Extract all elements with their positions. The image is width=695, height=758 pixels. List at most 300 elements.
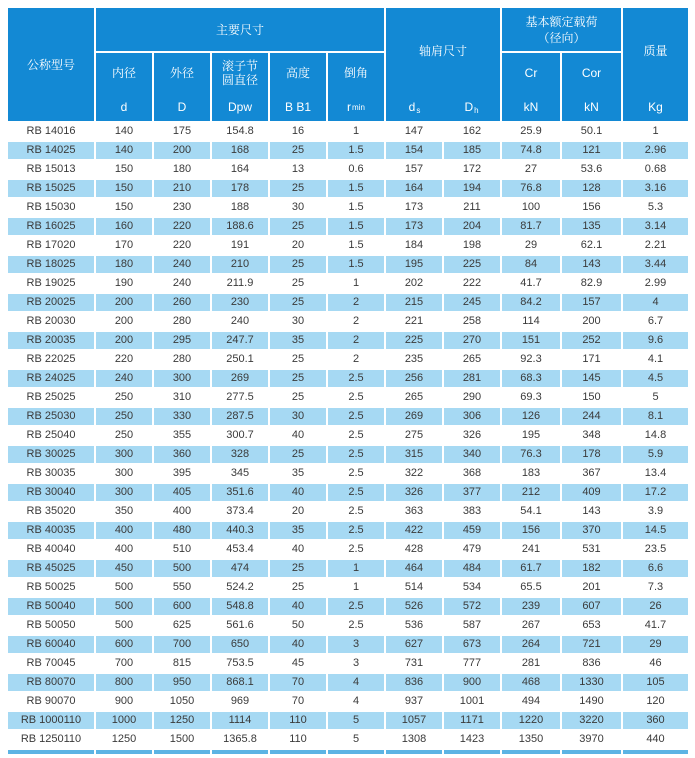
value-cell: 367 xyxy=(562,465,621,482)
value-cell: 1365.8 xyxy=(212,731,268,748)
value-cell: 300 xyxy=(96,446,152,463)
value-cell: 156 xyxy=(562,199,621,216)
value-cell: 440 xyxy=(623,731,688,748)
model-cell: RB 20035 xyxy=(8,332,94,349)
col-header-cr: Cr kN xyxy=(502,53,560,121)
value-cell: 500 xyxy=(96,579,152,596)
value-cell: 4.5 xyxy=(623,370,688,387)
value-cell: 3 xyxy=(328,655,384,672)
value-cell: 464 xyxy=(386,560,442,577)
value-cell: 300 xyxy=(96,484,152,501)
value-cell: 1308 xyxy=(386,731,442,748)
value-cell: 40 xyxy=(270,598,326,615)
value-cell: 2.5 xyxy=(328,427,384,444)
value-cell: 269 xyxy=(386,408,442,425)
value-cell: 14.8 xyxy=(623,427,688,444)
value-cell: 1.5 xyxy=(328,218,384,235)
col-header-pitch-diameter: 滚子节 圆直径 Dpw xyxy=(212,53,268,121)
value-cell: 180 xyxy=(154,161,210,178)
value-cell: 50 xyxy=(270,617,326,634)
model-cell: RB 17020 xyxy=(8,237,94,254)
value-cell: 157 xyxy=(386,161,442,178)
model-cell: RB 30040 xyxy=(8,484,94,501)
value-cell: 6.6 xyxy=(623,560,688,577)
mass-unit: Kg xyxy=(648,100,663,114)
value-cell: 240 xyxy=(212,313,268,330)
value-cell: 157 xyxy=(562,294,621,311)
value-cell: 25 xyxy=(270,370,326,387)
value-cell: 405 xyxy=(154,484,210,501)
value-cell: 172 xyxy=(444,161,500,178)
value-cell: 265 xyxy=(444,351,500,368)
value-cell: 16 xyxy=(270,123,326,140)
value-cell: 25 xyxy=(270,256,326,273)
value-cell: 200 xyxy=(96,294,152,311)
value-cell: 2.5 xyxy=(328,370,384,387)
value-cell: 154 xyxy=(386,142,442,159)
value-cell: 200 xyxy=(562,313,621,330)
cutoff-row-cell xyxy=(562,750,621,754)
value-cell: 561.6 xyxy=(212,617,268,634)
value-cell: 194 xyxy=(444,180,500,197)
value-cell: 815 xyxy=(154,655,210,672)
value-cell: 1 xyxy=(623,123,688,140)
value-cell: 178 xyxy=(562,446,621,463)
value-cell: 13.4 xyxy=(623,465,688,482)
value-cell: 212 xyxy=(502,484,560,501)
model-cell: RB 20025 xyxy=(8,294,94,311)
value-cell: 171 xyxy=(562,351,621,368)
value-cell: 25 xyxy=(270,560,326,577)
value-cell: 4 xyxy=(328,693,384,710)
value-cell: 225 xyxy=(386,332,442,349)
value-cell: 230 xyxy=(212,294,268,311)
model-cell: RB 30025 xyxy=(8,446,94,463)
value-cell: 164 xyxy=(212,161,268,178)
value-cell: 68.3 xyxy=(502,370,560,387)
value-cell: 280 xyxy=(154,313,210,330)
value-cell: 2 xyxy=(328,313,384,330)
value-cell: 937 xyxy=(386,693,442,710)
value-cell: 731 xyxy=(386,655,442,672)
value-cell: 70 xyxy=(270,693,326,710)
value-cell: 2.5 xyxy=(328,617,384,634)
value-cell: 428 xyxy=(386,541,442,558)
value-cell: 13 xyxy=(270,161,326,178)
model-cell: RB 14016 xyxy=(8,123,94,140)
value-cell: 328 xyxy=(212,446,268,463)
value-cell: 3.16 xyxy=(623,180,688,197)
value-cell: 534 xyxy=(444,579,500,596)
value-cell: 14.5 xyxy=(623,522,688,539)
value-cell: 360 xyxy=(154,446,210,463)
value-cell: 368 xyxy=(444,465,500,482)
value-cell: 110 xyxy=(270,731,326,748)
col-header-cor: Cor kN xyxy=(562,53,621,121)
value-cell: 1250 xyxy=(96,731,152,748)
value-cell: 2.96 xyxy=(623,142,688,159)
value-cell: 363 xyxy=(386,503,442,520)
value-cell: 25 xyxy=(270,294,326,311)
value-cell: 474 xyxy=(212,560,268,577)
value-cell: 105 xyxy=(623,674,688,691)
value-cell: 500 xyxy=(96,617,152,634)
model-cell: RB 24025 xyxy=(8,370,94,387)
value-cell: 1 xyxy=(328,560,384,577)
value-cell: 1 xyxy=(328,123,384,140)
value-cell: 572 xyxy=(444,598,500,615)
value-cell: 211 xyxy=(444,199,500,216)
value-cell: 275 xyxy=(386,427,442,444)
model-cell: RB 20030 xyxy=(8,313,94,330)
value-cell: 5.3 xyxy=(623,199,688,216)
value-cell: 526 xyxy=(386,598,442,615)
value-cell: 1330 xyxy=(562,674,621,691)
value-cell: 277.5 xyxy=(212,389,268,406)
value-cell: 5.9 xyxy=(623,446,688,463)
value-cell: 9.6 xyxy=(623,332,688,349)
model-cell: RB 15013 xyxy=(8,161,94,178)
value-cell: 46 xyxy=(623,655,688,672)
value-cell: 240 xyxy=(154,256,210,273)
value-cell: 1490 xyxy=(562,693,621,710)
value-cell: 836 xyxy=(562,655,621,672)
model-cell: RB 50040 xyxy=(8,598,94,615)
value-cell: 69.3 xyxy=(502,389,560,406)
value-cell: 145 xyxy=(562,370,621,387)
value-cell: 1001 xyxy=(444,693,500,710)
value-cell: 281 xyxy=(444,370,500,387)
value-cell: 2.5 xyxy=(328,503,384,520)
value-cell: 2.5 xyxy=(328,522,384,539)
value-cell: 3.14 xyxy=(623,218,688,235)
value-cell: 184 xyxy=(386,237,442,254)
value-cell: 510 xyxy=(154,541,210,558)
value-cell: 287.5 xyxy=(212,408,268,425)
model-cell: RB 40040 xyxy=(8,541,94,558)
cutoff-row-cell xyxy=(270,750,326,754)
value-cell: 182 xyxy=(562,560,621,577)
value-cell: 27 xyxy=(502,161,560,178)
value-cell: 225 xyxy=(444,256,500,273)
value-cell: 1114 xyxy=(212,712,268,729)
value-cell: 84.2 xyxy=(502,294,560,311)
value-cell: 6.7 xyxy=(623,313,688,330)
value-cell: 548.8 xyxy=(212,598,268,615)
value-cell: 355 xyxy=(154,427,210,444)
value-cell: 170 xyxy=(96,237,152,254)
value-cell: 23.5 xyxy=(623,541,688,558)
value-cell: 35 xyxy=(270,522,326,539)
value-cell: 2.5 xyxy=(328,598,384,615)
shoulder-dh-symbol: $D_h$ xyxy=(464,99,479,115)
value-cell: 147 xyxy=(386,123,442,140)
value-cell: 2 xyxy=(328,332,384,349)
value-cell: 969 xyxy=(212,693,268,710)
value-cell: 400 xyxy=(96,522,152,539)
value-cell: 400 xyxy=(96,541,152,558)
value-cell: 1.5 xyxy=(328,142,384,159)
value-cell: 264 xyxy=(502,636,560,653)
value-cell: 154.8 xyxy=(212,123,268,140)
value-cell: 185 xyxy=(444,142,500,159)
value-cell: 340 xyxy=(444,446,500,463)
value-cell: 1057 xyxy=(386,712,442,729)
value-cell: 2 xyxy=(328,294,384,311)
value-cell: 1000 xyxy=(96,712,152,729)
value-cell: 383 xyxy=(444,503,500,520)
value-cell: 300.7 xyxy=(212,427,268,444)
value-cell: 2.5 xyxy=(328,541,384,558)
cutoff-row-cell xyxy=(623,750,688,754)
model-cell: RB 25040 xyxy=(8,427,94,444)
cutoff-row-cell xyxy=(502,750,560,754)
value-cell: 62.1 xyxy=(562,237,621,254)
model-cell: RB 90070 xyxy=(8,693,94,710)
value-cell: 200 xyxy=(96,332,152,349)
value-cell: 395 xyxy=(154,465,210,482)
value-cell: 256 xyxy=(386,370,442,387)
model-cell: RB 16025 xyxy=(8,218,94,235)
value-cell: 164 xyxy=(386,180,442,197)
value-cell: 241 xyxy=(502,541,560,558)
value-cell: 120 xyxy=(623,693,688,710)
value-cell: 76.8 xyxy=(502,180,560,197)
value-cell: 70 xyxy=(270,674,326,691)
value-cell: 250 xyxy=(96,427,152,444)
value-cell: 1.5 xyxy=(328,256,384,273)
value-cell: 173 xyxy=(386,218,442,235)
value-cell: 1250 xyxy=(154,712,210,729)
value-cell: 7.3 xyxy=(623,579,688,596)
value-cell: 40 xyxy=(270,636,326,653)
value-cell: 600 xyxy=(154,598,210,615)
value-cell: 150 xyxy=(96,161,152,178)
value-cell: 150 xyxy=(96,199,152,216)
value-cell: 480 xyxy=(154,522,210,539)
value-cell: 65.5 xyxy=(502,579,560,596)
value-cell: 74.8 xyxy=(502,142,560,159)
value-cell: 26 xyxy=(623,598,688,615)
value-cell: 35 xyxy=(270,332,326,349)
value-cell: 235 xyxy=(386,351,442,368)
value-cell: 351.6 xyxy=(212,484,268,501)
value-cell: 587 xyxy=(444,617,500,634)
value-cell: 0.6 xyxy=(328,161,384,178)
value-cell: 201 xyxy=(562,579,621,596)
value-cell: 440.3 xyxy=(212,522,268,539)
value-cell: 183 xyxy=(502,465,560,482)
value-cell: 653 xyxy=(562,617,621,634)
value-cell: 409 xyxy=(562,484,621,501)
value-cell: 25 xyxy=(270,180,326,197)
value-cell: 121 xyxy=(562,142,621,159)
col-header-mass xyxy=(623,8,688,121)
value-cell: 269 xyxy=(212,370,268,387)
value-cell: 2 xyxy=(328,351,384,368)
model-cell: RB 50025 xyxy=(8,579,94,596)
value-cell: 162 xyxy=(444,123,500,140)
model-cell: RB 35020 xyxy=(8,503,94,520)
value-cell: 244 xyxy=(562,408,621,425)
value-cell: 5 xyxy=(328,712,384,729)
value-cell: 25 xyxy=(270,579,326,596)
value-cell: 5 xyxy=(328,731,384,748)
value-cell: 494 xyxy=(502,693,560,710)
value-cell: 1 xyxy=(328,275,384,292)
value-cell: 35 xyxy=(270,465,326,482)
value-cell: 25 xyxy=(270,351,326,368)
rated-load-line1: 基本额定载荷 xyxy=(525,14,598,29)
value-cell: 240 xyxy=(154,275,210,292)
value-cell: 126 xyxy=(502,408,560,425)
value-cell: 128 xyxy=(562,180,621,197)
value-cell: 484 xyxy=(444,560,500,577)
value-cell: 500 xyxy=(96,598,152,615)
value-cell: 373.4 xyxy=(212,503,268,520)
value-cell: 53.6 xyxy=(562,161,621,178)
value-cell: 220 xyxy=(154,218,210,235)
model-cell: RB 22025 xyxy=(8,351,94,368)
value-cell: 1050 xyxy=(154,693,210,710)
value-cell: 370 xyxy=(562,522,621,539)
value-cell: 524.2 xyxy=(212,579,268,596)
value-cell: 240 xyxy=(96,370,152,387)
model-cell: RB 15025 xyxy=(8,180,94,197)
value-cell: 270 xyxy=(444,332,500,349)
value-cell: 0.68 xyxy=(623,161,688,178)
model-cell: RB 25025 xyxy=(8,389,94,406)
model-cell: RB 1250110 xyxy=(8,731,94,748)
value-cell: 160 xyxy=(96,218,152,235)
value-cell: 1350 xyxy=(502,731,560,748)
value-cell: 188 xyxy=(212,199,268,216)
value-cell: 76.3 xyxy=(502,446,560,463)
value-cell: 753.5 xyxy=(212,655,268,672)
value-cell: 114 xyxy=(502,313,560,330)
value-cell: 40 xyxy=(270,427,326,444)
value-cell: 536 xyxy=(386,617,442,634)
rated-load-line2: （径向） xyxy=(537,30,586,45)
model-cell: RB 50050 xyxy=(8,617,94,634)
value-cell: 326 xyxy=(386,484,442,501)
value-cell: 247.7 xyxy=(212,332,268,349)
value-cell: 195 xyxy=(386,256,442,273)
cutoff-row-cell xyxy=(328,750,384,754)
value-cell: 295 xyxy=(154,332,210,349)
value-cell: 800 xyxy=(96,674,152,691)
value-cell: 550 xyxy=(154,579,210,596)
model-cell: RB 80070 xyxy=(8,674,94,691)
value-cell: 950 xyxy=(154,674,210,691)
value-cell: 40 xyxy=(270,541,326,558)
value-cell: 721 xyxy=(562,636,621,653)
value-cell: 1.5 xyxy=(328,199,384,216)
value-cell: 82.9 xyxy=(562,275,621,292)
value-cell: 267 xyxy=(502,617,560,634)
value-cell: 110 xyxy=(270,712,326,729)
value-cell: 17.2 xyxy=(623,484,688,501)
value-cell: 673 xyxy=(444,636,500,653)
value-cell: 350 xyxy=(96,503,152,520)
value-cell: 173 xyxy=(386,199,442,216)
value-cell: 836 xyxy=(386,674,442,691)
value-cell: 188.6 xyxy=(212,218,268,235)
value-cell: 168 xyxy=(212,142,268,159)
col-group-main-dimensions: 主要尺寸 xyxy=(96,8,384,51)
value-cell: 1500 xyxy=(154,731,210,748)
value-cell: 531 xyxy=(562,541,621,558)
value-cell: 92.3 xyxy=(502,351,560,368)
value-cell: 400 xyxy=(154,503,210,520)
value-cell: 459 xyxy=(444,522,500,539)
value-cell: 280 xyxy=(154,351,210,368)
value-cell: 2.5 xyxy=(328,389,384,406)
value-cell: 345 xyxy=(212,465,268,482)
col-group-shoulder-dimensions xyxy=(386,8,500,121)
model-cell: RB 25030 xyxy=(8,408,94,425)
value-cell: 41.7 xyxy=(623,617,688,634)
value-cell: 2.5 xyxy=(328,465,384,482)
value-cell: 700 xyxy=(154,636,210,653)
value-cell: 100 xyxy=(502,199,560,216)
value-cell: 239 xyxy=(502,598,560,615)
value-cell: 2.5 xyxy=(328,484,384,501)
value-cell: 84 xyxy=(502,256,560,273)
value-cell: 348 xyxy=(562,427,621,444)
value-cell: 326 xyxy=(444,427,500,444)
value-cell: 143 xyxy=(562,503,621,520)
value-cell: 140 xyxy=(96,142,152,159)
value-cell: 25.9 xyxy=(502,123,560,140)
value-cell: 3.44 xyxy=(623,256,688,273)
col-header-bore: 内径 d xyxy=(96,53,152,121)
model-cell: RB 15030 xyxy=(8,199,94,216)
value-cell: 900 xyxy=(444,674,500,691)
value-cell: 250 xyxy=(96,408,152,425)
value-cell: 200 xyxy=(96,313,152,330)
value-cell: 2.5 xyxy=(328,446,384,463)
value-cell: 3220 xyxy=(562,712,621,729)
value-cell: 4 xyxy=(623,294,688,311)
value-cell: 54.1 xyxy=(502,503,560,520)
value-cell: 3970 xyxy=(562,731,621,748)
value-cell: 607 xyxy=(562,598,621,615)
value-cell: 50.1 xyxy=(562,123,621,140)
model-cell: RB 18025 xyxy=(8,256,94,273)
model-cell: RB 1000110 xyxy=(8,712,94,729)
value-cell: 61.7 xyxy=(502,560,560,577)
value-cell: 20 xyxy=(270,503,326,520)
value-cell: 5 xyxy=(623,389,688,406)
value-cell: 330 xyxy=(154,408,210,425)
value-cell: 178 xyxy=(212,180,268,197)
value-cell: 143 xyxy=(562,256,621,273)
value-cell: 2.5 xyxy=(328,408,384,425)
value-cell: 215 xyxy=(386,294,442,311)
value-cell: 211.9 xyxy=(212,275,268,292)
value-cell: 210 xyxy=(212,256,268,273)
value-cell: 245 xyxy=(444,294,500,311)
value-cell: 29 xyxy=(502,237,560,254)
mass-title: 质量 xyxy=(643,44,668,58)
value-cell: 221 xyxy=(386,313,442,330)
model-cell: RB 60040 xyxy=(8,636,94,653)
value-cell: 315 xyxy=(386,446,442,463)
value-cell: 1.5 xyxy=(328,180,384,197)
model-cell: RB 45025 xyxy=(8,560,94,577)
value-cell: 175 xyxy=(154,123,210,140)
